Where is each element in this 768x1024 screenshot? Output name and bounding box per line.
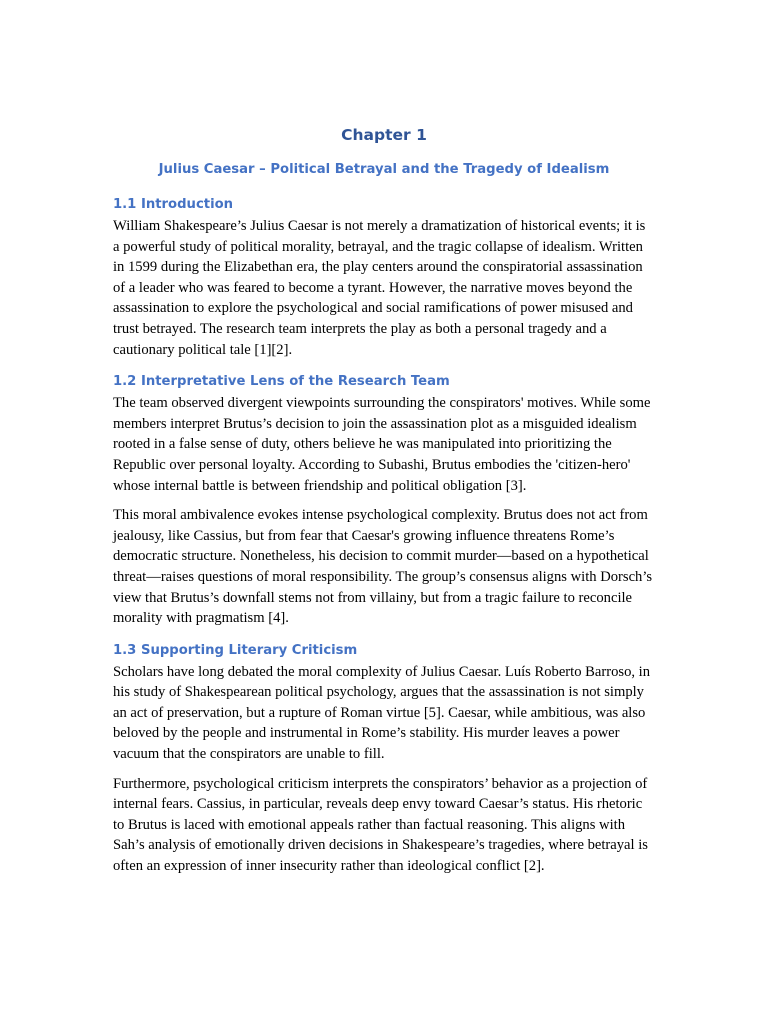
paragraph: This moral ambivalence evokes intense psychological complexity. Brutus does not act from jealousy, like Cassius, but from fear that Caesar's growing influence threatens Rome’s democratic structure. Nonetheless, his decision to commit murder—based on a hypothetical threat—raises questions of moral responsibility. The group’s consensus aligns with Dorsch’s view that Brutus’s downfall stems not from villainy, but from a tragic failure to reconcile morality with pragmatism [4]. [113,507,653,627]
section-introduction [113,195,655,360]
section-heading: 1.3 Supporting Literary Criticism [113,642,358,658]
chapter-title: Chapter 1 [341,126,427,144]
document-body [113,124,655,886]
section-interpretative-lens [113,372,655,629]
paragraph: William Shakespeare’s Julius Caesar is not merely a dramatization of historical events; it is a powerful study of political morality, betrayal, and the tragic collapse of idealism. Written in 1599 during the Elizabethan era, the play centers around the conspiratorial assassination of a leader who was feared to become a tyrant. However, the narrative moves beyond the assassination to explore the psychological and social ramifications of power misused and trust betrayed. The research team interprets the play as both a personal tragedy and a cautionary political tale [1][2]. [113,218,646,358]
section-heading: 1.1 Introduction [113,197,234,212]
paragraph: The team observed divergent viewpoints surrounding the conspirators' motives. While some members interpret Brutus’s decision to join the assassination plot as a misguided idealism rooted in a false sense of duty, others believe he was manipulated into prioritizing the Republic over personal loyalty. According to Subashi, Brutus embodies the 'citizen-hero' whose internal battle is between friendship and political obligation [3]. [113,395,651,494]
paragraph: Furthermore, psychological criticism interprets the conspirators’ behavior as a projection of internal fears. Cassius, in particular, reveals deep envy toward Caesar’s status. His rhetoric to Brutus is laced with emotional appeals rather than factual reasoning. This aligns with Sah’s analysis of emotionally driven decisions in Shakespeare’s tragedies, where betrayal is often an expression of inner insecurity rather than ideological conflict [2]. [113,775,648,875]
paragraph: Scholars have long debated the moral complexity of Julius Caesar. Luís Roberto Barroso, in his study of Shakespearean political psychology, argues that the assassination is not simply an act of preservation, but a rupture of Roman virtue [5]. Caesar, while ambitious, was also beloved by the people and instrumental in Rome’s stability. His murder leaves a power vacuum that the conspirators are unable to fill. [113,663,651,763]
section-heading: 1.2 Interpretative Lens of the Research Team [113,374,450,390]
section-literary-criticism [113,641,655,877]
chapter-subtitle: Julius Caesar – Political Betrayal and the Tragedy of Idealism [158,162,610,177]
